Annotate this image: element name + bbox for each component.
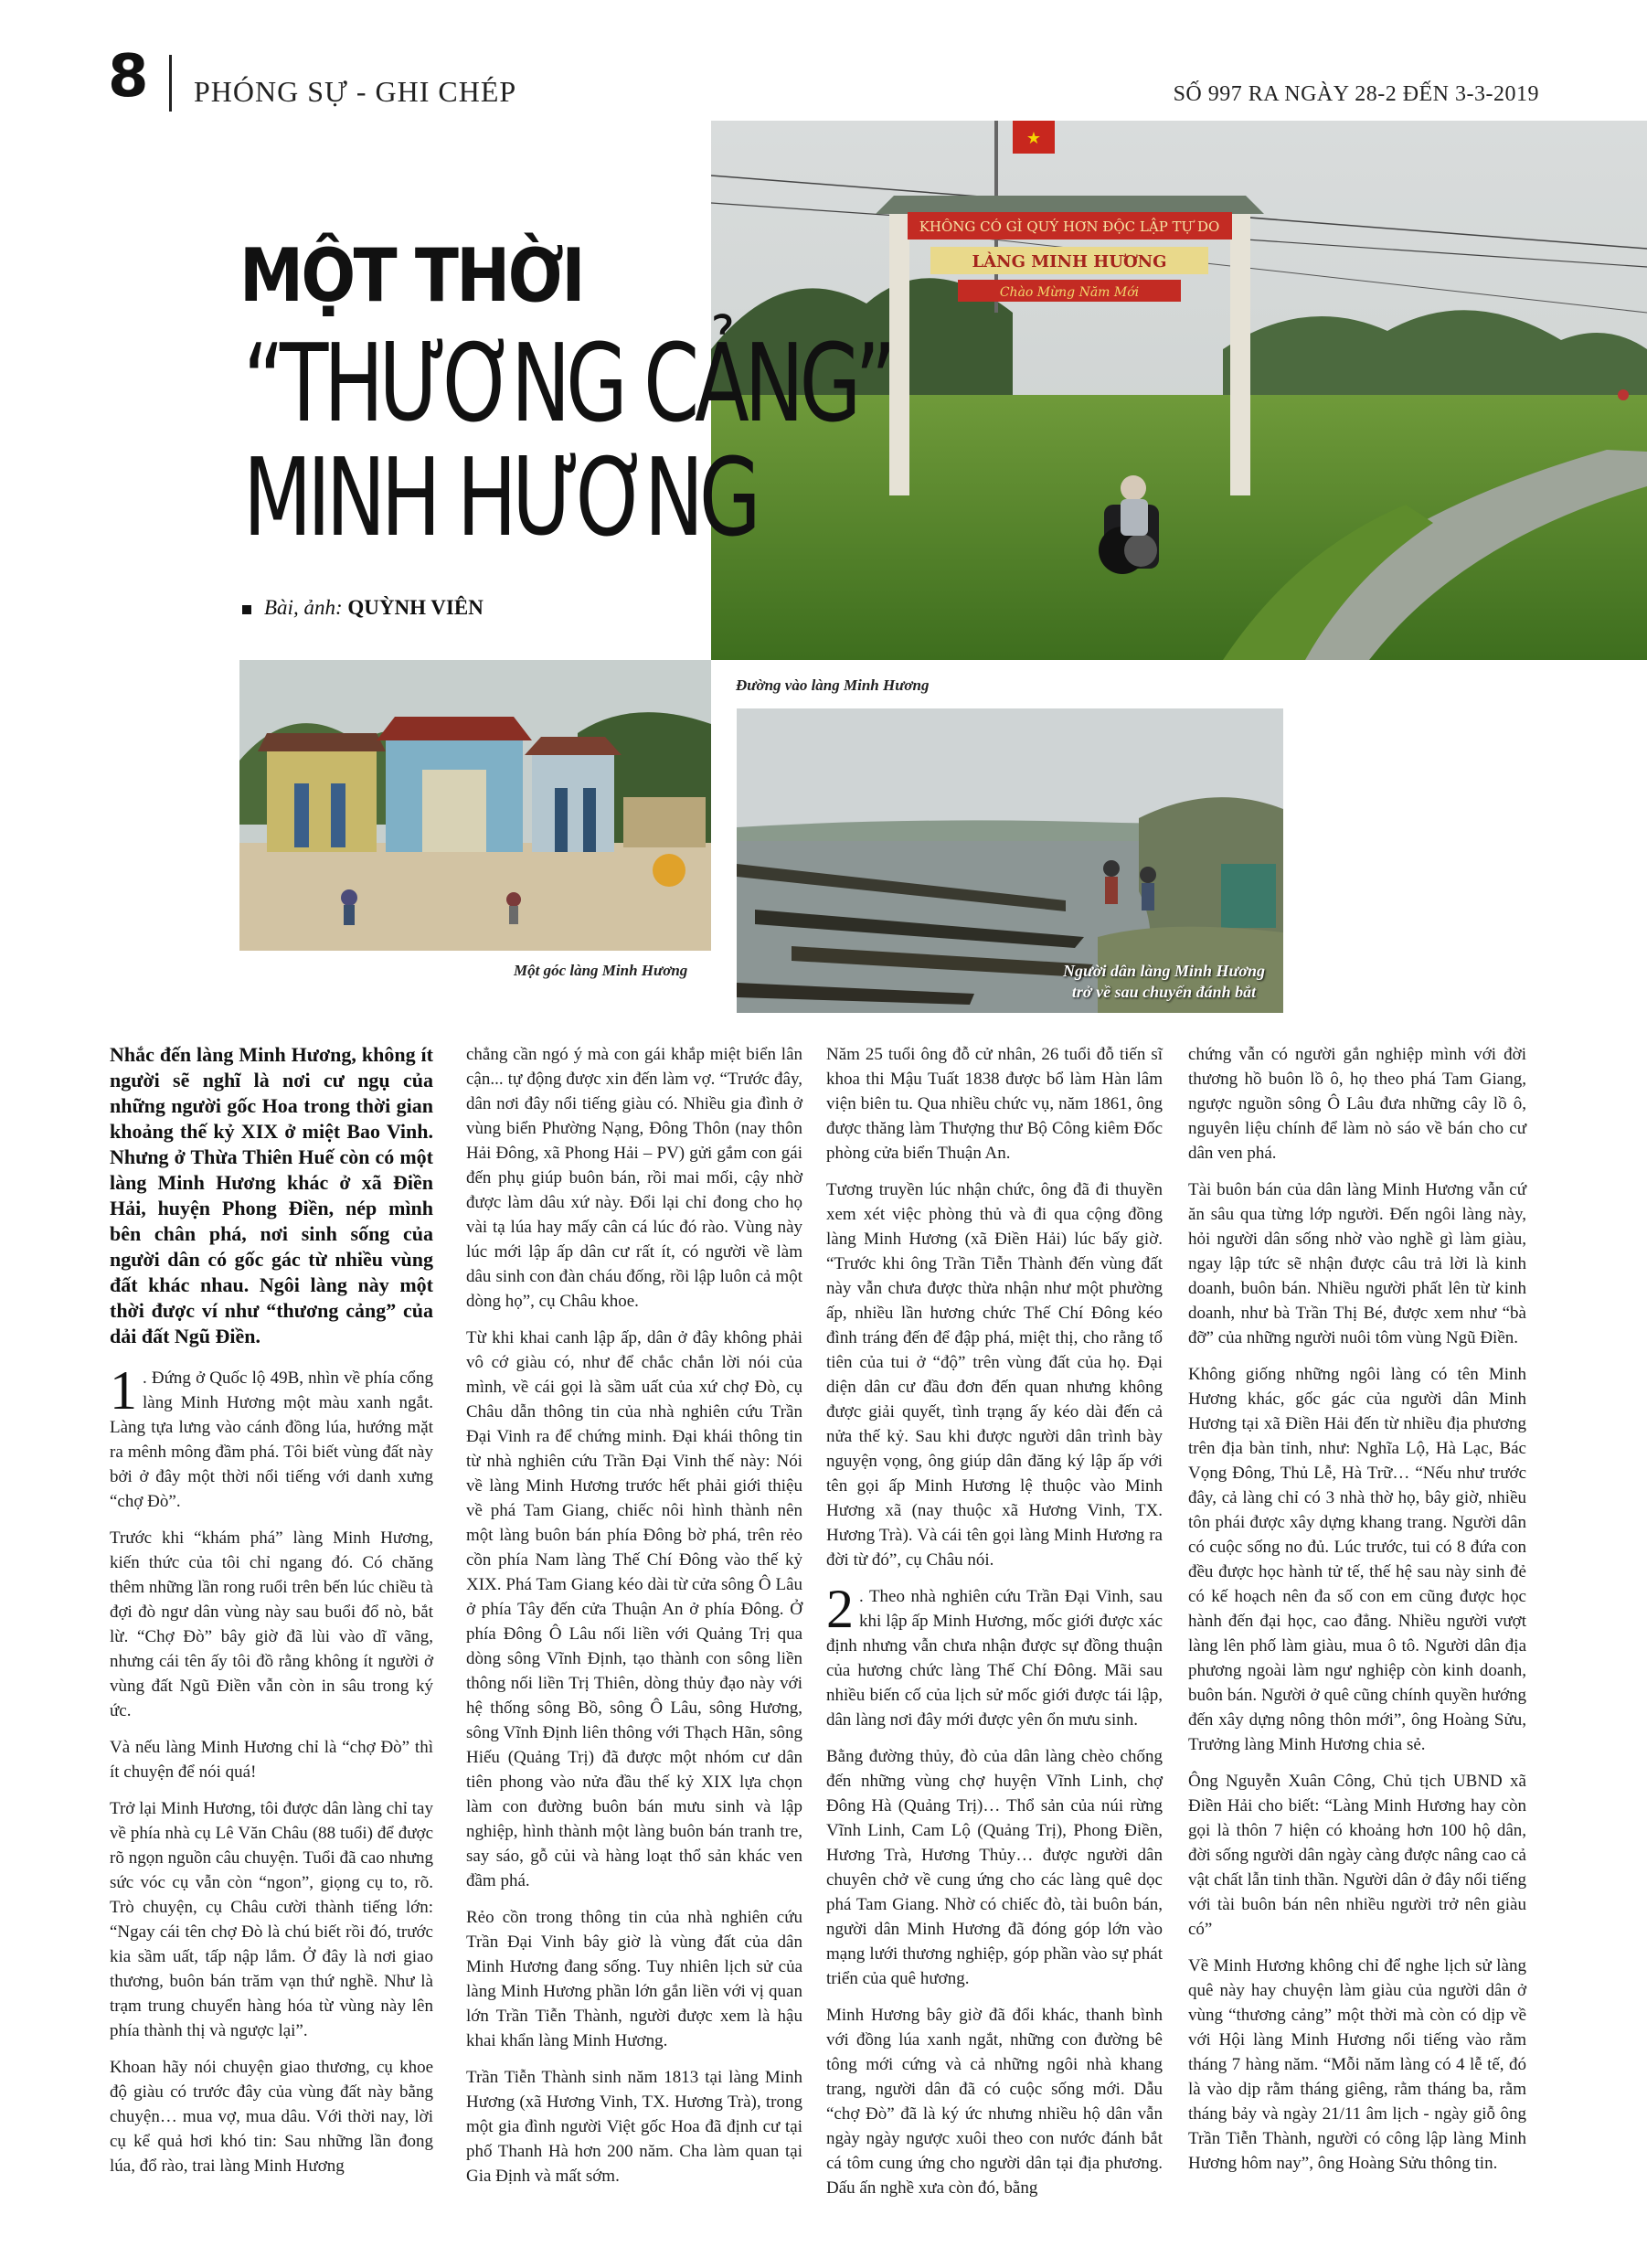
headline-line-2: “THƯƠNG CẢNG” bbox=[243, 320, 892, 446]
article-column-4 bbox=[1188, 1042, 1526, 2188]
caption-boats-line-2: trở về sau chuyến đánh bắt bbox=[1071, 982, 1257, 1001]
article-paragraph: Năm 25 tuổi ông đỗ cử nhân, 26 tuổi đỗ tiến sĩ khoa thi Mậu Tuất 1838 được bổ làm Hàn lâm viện biên tu. Qua nhiều chức vụ, năm 1861, ông được thăng làm Thượng thư Bộ Công kiêm Đốc phòng cửa biển Thuận An. bbox=[826, 1045, 1163, 1163]
article-paragraph: Tài buôn bán của dân làng Minh Hương vẫn cứ ăn sâu qua từng lớp người. Đến ngôi làng này, hỏi người dân sống nhờ vào nghề gì làm giàu, ngay lập tức sẽ nhận được câu trả lời là kinh doanh, buôn bán. Nhiều người phất lên từ kinh doanh, như bà Trần Thị Bé, được xem như “bà đỡ” của những người nuôi tôm vùng Ngũ Điền. bbox=[1188, 1180, 1526, 1347]
article-section-paragraph bbox=[110, 1360, 433, 1514]
article-paragraph: chẳng cần ngó ý mà con gái khắp miệt biển lân cận... tự động được xin đến làm vợ. “Trước đây, dân nơi đây nổi tiếng giàu có. Nhiều gia đình ở vùng biển Phường Nạng, Đông Thôn (nay thôn Hải Đông, xã Phong Hải – PV) gửi gắm con gái đến phụ giúp buôn bán, rồi mai mối, cậy nhờ được làm dâu xứ này. Đổi lại chỉ đong cho họ vài tạ lúa hay mấy cân cá lúc đó rào. Vùng này lúc mới lập ấp dân cư rất ít, có người về làm dâu sinh con đàn cháu đống, rồi lập luôn cả một dòng họ”, cụ Châu khoe. bbox=[466, 1045, 802, 1311]
article-paragraph: Và nếu làng Minh Hương chỉ là “chợ Đò” thì ít chuyện để nói quá! bbox=[110, 1738, 433, 1782]
article-column-3 bbox=[826, 1042, 1163, 2212]
village-scene bbox=[239, 660, 711, 951]
headline-line-1: MỘT THỜI bbox=[239, 233, 583, 318]
caption-village-corner: Một góc làng Minh Hương bbox=[514, 962, 688, 979]
article-paragraph: chứng vẫn có người gắn nghiệp mình với đời thương hồ buôn lồ ô, họ theo phá Tam Giang, ngược nguồn sông Ô Lâu đưa những cây lồ ô, nguyên liệu chính để làm nò sáo về bán cho cư dân ven phá. bbox=[1188, 1045, 1526, 1163]
article-paragraph: Minh Hương bây giờ đã đổi khác, thanh bình với đồng lúa xanh ngắt, những con đường bê tông mới cứng và cả những ngôi nhà khang trang, người dân đã có cuộc sống mới. Dẫu “chợ Đò” đã là ký ức nhưng nhiều hộ dân vẫn ngày ngày ngược xuôi theo con nước đánh bắt cá tôm cung ứng cho người dân tại địa phương. Dấu ấn nghề xưa còn đó, bằng bbox=[826, 2006, 1163, 2198]
article-paragraph: Trần Tiễn Thành sinh năm 1813 tại làng Minh Hương (xã Hương Vinh, TX. Hương Trà), trong một gia đình người Việt gốc Hoa đã định cư tại phố Thanh Hà hơn 200 năm. Cha làm quan tại Gia Định và mất sớm. bbox=[466, 2068, 802, 2186]
article-paragraph: Trước khi “khám phá” làng Minh Hương, kiến thức của tôi chỉ ngang đó. Có chăng thêm những lần rong ruổi trên bến lúc chiều tà đợi đò ngư dân vùng này sau buổi đổ nò, bắt lừ. “Chợ Đò” bây giờ đã lùi vào dĩ vãng, nhưng cái tên ấy tôi đồ rằng không ít người ở vùng đất Ngũ Điền vẫn còn in sâu trong ký ức. bbox=[110, 1528, 433, 1720]
section-number-dropcap: 2 bbox=[826, 1579, 854, 1639]
article-paragraph: Rẻo cồn trong thông tin của nhà nghiên cứu Trần Đại Vinh bây giờ là vùng đất của dân Minh Hương đang sống. Tuy nhiên lịch sử của làng Minh Hương phần lớn gắn liền với vị quan lớn Trần Tiễn Thành, người được xem là hậu khai khẩn làng Minh Hương. bbox=[466, 1908, 802, 2050]
page-number: 8 bbox=[108, 43, 149, 111]
gate-village-name: LÀNG MINH HƯƠNG bbox=[972, 252, 1167, 272]
article-paragraph: Trở lại Minh Hương, tôi được dân làng chỉ tay về phía nhà cụ Lê Văn Châu (88 tuổi) để được rõ ngọn nguồn câu chuyện. Tuổi đã cao nhưng sức vóc cụ vẫn còn “ngon”, giọng cụ to, rõ. Trò chuyện, cụ Châu cười thành tiếng lớn: “Ngay cái tên chợ Đò là chú biết rồi đó, trước kia sầm uất, tấp nập lắm. Ở đây là nơi giao thương, buôn bán trăm vạn thứ nghề. Như là trạm trung chuyển hàng hóa từ vùng này lên phía thành thị và ngược lại”. bbox=[110, 1799, 433, 2040]
article-paragraph: Ông Nguyễn Xuân Công, Chủ tịch UBND xã Điền Hải cho biết: “Làng Minh Hương hay còn gọi là thôn 7 hiện có khoảng hơn 100 hộ dân, đời sống người dân ngày càng được nâng cao cả vật chất lẫn tinh thần. Người dân ở đây nổi tiếng với tài buôn bán nên nhiều người trở nên giàu có” bbox=[1188, 1772, 1526, 1939]
article-paragraph: Tương truyền lúc nhận chức, ông đã đi thuyền xem xét việc phòng thủ và đi qua cộng đồng làng Minh Hương (xã Điền Hải) lúc bấy giờ. “Trước khi ông Trần Tiễn Thành đến vùng đất này vẫn chưa được thừa nhận như một phường ấp, nhiều lần hương chức Thế Chí Đông kéo đình tráng đến để đập phá, miệt thị, cho rằng tổ tiên của tui ở “độ” trên vùng đất của họ. Đại diện dân cư đầu đơn đến quan nhưng không được giải quyết, tình trạng ấy kéo dài đến cả nửa thế kỷ. Sau khi được người dân trình bày nguyện vọng, ông giúp dân đăng ký lập ấp với tên gọi ấp Minh Hương lệ thuộc vào Minh Hương xã (nay thuộc xã Hương Vinh, TX. Hương Trà). Và cái tên gọi làng Minh Hương ra đời từ đó”, cụ Châu nói. bbox=[826, 1180, 1163, 1570]
section-number-dropcap: 1 bbox=[110, 1360, 137, 1421]
photo-boats bbox=[737, 708, 1283, 1013]
byline-author: QUỲNH VIÊN bbox=[347, 596, 483, 619]
article-column-2 bbox=[466, 1042, 802, 2200]
header-divider bbox=[169, 55, 172, 112]
article-paragraph: Khoan hãy nói chuyện giao thương, cụ khoe độ giàu có trước đây của vùng đất này bằng chuyện… mua vợ, mua dâu. Với thời nay, lời cụ kể quả hơi khó tin: Sau những lần đong lúa, đổ rào, trai làng Minh Hương bbox=[110, 2058, 433, 2176]
article-paragraph: Không giống những ngôi làng có tên Minh Hương khác, gốc gác của người dân Minh Hương tại xã Điền Hải đến từ nhiều địa phương trên địa bàn tỉnh, như: Nghĩa Lộ, Hà Lạc, Bác Vọng Đông, Thủ Lễ, Hà Trữ… “Nếu như trước đây, cả làng chỉ có 3 nhà thờ họ, bây giờ, nhiều tôn phái được xây dựng khang trang. Người dân có cuộc sống no đủ. Lúc trước, tui có 8 đứa con đều được học hành tử tế, thế hệ sau này sinh đẻ có kế hoạch nên đa số con em cũng được học hành đến đại học, cao đẳng. Nhiều người vượt làng lên phố làm giàu, mua ô tô. Người dân địa phương ngoài làm ngư nghiệp còn kinh doanh, buôn bán. Người ở quê cũng chính quyền hướng đến xây dựng nông thôn mới”, ông Hoàng Sửu, Trưởng làng Minh Hương chia sẻ. bbox=[1188, 1365, 1526, 1754]
svg-text:★: ★ bbox=[1025, 129, 1042, 148]
paragraph-text: . Đứng ở Quốc lộ 49B, nhìn về phía cổng làng Minh Hương một màu xanh ngắt. Làng tựa lưng vào cánh đồng lúa, hướng mặt ra mênh mông đầm phá. Tôi biết vùng đất này bởi ở đây một thời nổi tiếng với danh xưng “chợ Đò”. bbox=[110, 1368, 433, 1511]
byline-bullet-icon bbox=[242, 605, 251, 614]
paragraph-text: . Theo nhà nghiên cứu Trần Đại Vinh, sau khi lập ấp Minh Hương, mốc giới được xác định nhưng vẫn chưa nhận được sự đồng thuận của hương chức làng Thế Chí Đông. Mãi sau nhiều biến cố của lịch sử mốc giới được tái lập, dân làng nơi đây mới được yên ổn mưu sinh. bbox=[826, 1587, 1163, 1730]
article-lead: Nhắc đến làng Minh Hương, không ít người sẽ nghĩ là nơi cư ngụ của những người gốc Hoa trong thời gian khoảng thế kỷ XIX ở miệt Bao Vinh. Nhưng ở Thừa Thiên Huế còn có một làng Minh Hương khác ở xã Điền Hải, huyện Phong Điền, nép mình bên chân phá, nơi sinh sống của người dân có gốc gác từ nhiều vùng đất khác nhau. Ngôi làng này một thời được ví như “thương cảng” của dải đất Ngũ Điền. bbox=[110, 1043, 433, 1347]
article-paragraph: Từ khi khai canh lập ấp, dân ở đây không phải vô cớ giàu có, như để chắc chắn lời nói của mình, về cái gọi là sầm uất của xứ chợ Đò, cụ Châu dẫn thông tin của nhà nghiên cứu Trần Đại Vinh ra để chứng minh. Đại khái thông tin từ nhà nghiên cứu Trần Đại Vinh thế này: Nói về làng Minh Hương trước hết phải giới thiệu về phá Tam Giang, chiếc nôi hình thành nên một làng buôn bán phía Đông bờ phá, trên rẻo cồn phía Nam làng Thế Chí Đông vào thế kỷ XIX. Phá Tam Giang kéo dài từ cửa sông Ô Lâu ở phía Tây đến cửa Thuận An ở phía Đông. Ở phía Đông Ô Lâu nối liền với Quảng Trị qua dòng sông Vĩnh Định, tạo thành con sông liền thông nối liền Trị Thiên, dòng thủy đạo này với hệ thống sông Bồ, sông Ô Lâu, sông Hương, sông Vĩnh Định liên thông với Thạch Hãn, sông Hiếu (Quảng Trị) đã được một nhóm cư dân tiên phong vào nửa đầu thế kỷ XIX lựa chọn làm con đường buôn bán mưu sinh và lập nghiệp, hình thành một làng buôn bán tranh tre, say sáo, gỗ củi và hàng loạt thổ sản khác ven đầm phá. bbox=[466, 1328, 802, 1890]
article-section-paragraph bbox=[826, 1579, 1163, 1732]
article-paragraph: Về Minh Hương không chỉ để nghe lịch sử làng quê này hay chuyện làm giàu của người dân ở vùng “thương cảng” một thời mà còn có dịp về với Hội làng Minh Hương nổi tiếng vào rằm tháng 7 hàng năm. “Mỗi năm làng có 4 lễ tế, đó là vào dịp rằm tháng giêng, rằm tháng ba, rằm tháng bảy và ngày 21/11 âm lịch - ngày giỗ ông Trần Tiễn Thành, người có công lập làng Minh Hương hôm nay”, ông Hoàng Sửu thông tin. bbox=[1188, 1956, 1526, 2173]
issue-date: SỐ 997 RA NGÀY 28-2 ĐẾN 3-3-2019 bbox=[1173, 82, 1539, 106]
photo-village-corner bbox=[239, 660, 711, 951]
byline bbox=[242, 596, 483, 620]
caption-boats-line-1: Người dân làng Minh Hương bbox=[1063, 962, 1265, 980]
caption-boats bbox=[1063, 961, 1265, 1002]
headline-line-3: MINH HƯƠNG bbox=[243, 434, 757, 560]
gate-greeting: Chào Mừng Năm Mới bbox=[999, 285, 1140, 300]
article-paragraph: Bằng đường thủy, đò của dân làng chèo chống đến những vùng chợ huyện Vĩnh Linh, chợ Đông Hà (Quảng Trị)… Thổ sản của núi rừng Vĩnh Linh, Cam Lộ (Quảng Trị), Phong Điền, Hương Trà, Hương Thủy… được người dân chuyên chở về cung ứng cho các làng quê dọc phá Tam Giang. Nhờ có chiếc đò, tài buôn bán, người dân Minh Hương đã đóng góp lớn vào mạng lưới thương nghiệp, góp phần vào sự phát triển của quê hương. bbox=[826, 1747, 1163, 1988]
caption-village-gate: Đường vào làng Minh Hương bbox=[736, 676, 930, 694]
gate-slogan-text: KHÔNG CÓ GÌ QUÝ HƠN ĐỘC LẬP TỰ DO bbox=[919, 218, 1220, 235]
byline-prefix: Bài, ảnh: bbox=[264, 596, 343, 619]
section-label: PHÓNG SỰ - GHI CHÉP bbox=[194, 75, 517, 108]
article-column-1 bbox=[110, 1042, 433, 2190]
